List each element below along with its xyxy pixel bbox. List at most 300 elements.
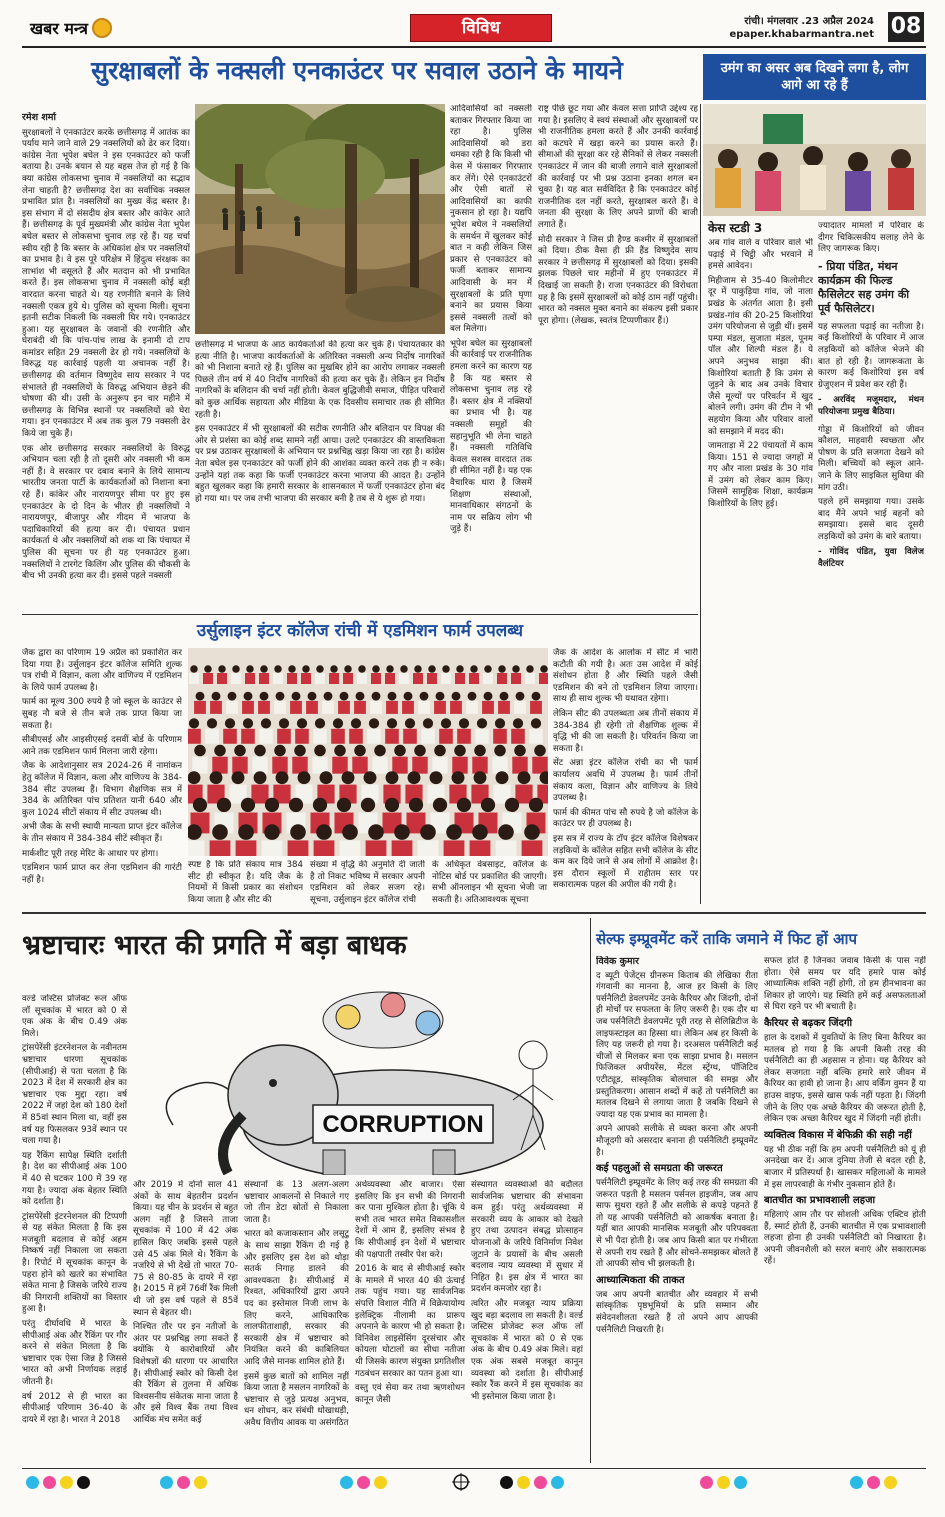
- student-figure: [314, 840, 335, 856]
- student-head: [372, 692, 381, 701]
- student-head: [228, 692, 237, 701]
- article4-paragraph: द ब्यूटी पेजेंट्स ग्रीनरूम किताब की लेखिका रीता गंगवानी का मानना है, आज हर किसी के लिए पर्सनैलिटी डेवलपमेंट उनके कैरियर और जिंदगी, दोनों ही मोर्चों पर सफलता के लिए जरूरी है। एक दौर था जब पर्सनैलिटी डेवलपमेंट पूरी तरह से सेलिब्रिटीज के लाइफस्टाइल का हिस्सा था। लेकिन अब हर किसी के लिए यह जरूरी हो गया है। दरअसल पर्सनैलिटी कई चीजों से मिलकर बना एक साझा प्रभाव है। मसलन फिजिकल अपीयरेंस, मेंटल स्ट्रेंग्थ, पॉजिटिव एटीट्यूड, सांस्कृतिक बोलचाल की समझ और प्रस्तुतिकरण। आसान शब्दों में कहें तो पर्सनैलिटी का मतलब दिखने से लगाया जाता है जबकि दिखने से ज्यादा यह एक प्रभाव का मामला है।: [596, 970, 758, 1120]
- student-head: [193, 798, 207, 812]
- student-figure: [421, 729, 435, 744]
- student-figure: [515, 785, 532, 804]
- student-figure: [370, 701, 382, 714]
- student-figure: [217, 673, 227, 684]
- footer-rule: [22, 1468, 926, 1469]
- student-figure: [223, 729, 237, 744]
- article1-paragraph: इस एनकाउंटर में भी सुरक्षाबलों की सटीक रणनीति और बलिदान पर विपक्ष की ओर से प्रशंसा का कोई शब्द सामने नहीं आया। उलटे एनकाउंटर की वास्तविकता पर प्रश्न उठाकर सुरक्षाबलों के अभियान पर प्रश्नचिह्न खड़ा किया जा रहा है। कांग्रेस नेता बघेल इस एनकाउंटर को फर्जी होने की आशंका व्यक्त करने तक ही न रुके। उन्होंने यहां तक कहा कि फर्जी एनकाउंटर करना भाजपा की आदत है। उन्होंने बहुत खुलकर कहा कि हमारी सरकार के शासनकाल में फर्जी एनकाउंटर होना बंद हो गया था। पर जब तभी भाजपा की सरकार बनी है तब से ये शुरू हो गया।: [195, 424, 445, 504]
- student-figure: [441, 673, 451, 684]
- student-head: [400, 665, 408, 673]
- section-label: विविध: [410, 14, 552, 42]
- student-head: [238, 824, 254, 840]
- student-head: [534, 745, 546, 757]
- color-dot: [551, 1476, 564, 1489]
- article4-paragraph: महिलाएं आम तौर पर सोशली अधिक एक्टिव होती हैं, स्मार्ट होती हैं, उनकी बातचीत में एक प्रभावशाली लहजा होना ही उनकी पर्सनैलिटी को निखारता है। अपनी जीवनशैली को सरल बनाएं और सकारात्मक रहें।: [764, 1210, 926, 1267]
- student-head: [524, 824, 540, 840]
- article3-paragraph: ट्रांसपेरेंसी इंटरनेशनल की टिप्पणी से यह संकेत मिलता है कि इस मजबूती बदलाव से कोई अहम निष्कर्ष नहीं निकाला जा सकता है। रिपोर्ट में सूचकांक कानून के पहरा होने को खतरे का संभावित संकेत माना है जिसके जरिये राज्य की निगरानी शक्तियों का विस्तार हुआ है।: [22, 1211, 127, 1315]
- student-head: [356, 692, 365, 701]
- student-figure: [349, 729, 363, 744]
- article2-below3: के अधिकृत वेबसाइट, कॉलेज के नोटिस बोर्ड पर प्रकाशित की जाएगी। सभी ऑनलाइन भी सूचना भेजी जा सकती है। अतिआवश्यक सूचना: [432, 860, 547, 905]
- student-figure: [258, 701, 270, 714]
- article3-paragraph: ट्रांसपेरेंसी इंटरनेशनल के नवीनतम भ्रष्टाचार धारणा सूचकांक (सीपीआई) से पता चलता है कि 2023 में देश में सरकारी क्षेत्र का भ्रष्टाचार एक मुद्दा रहा। वर्ष 2022 में जहां देश को 180 देशों में 85वां स्थान मिला था, वहीं इस वर्ष यह फिसलकर 93वें स्थान पर चला गया है।: [22, 1043, 127, 1147]
- student-figure: [262, 840, 283, 856]
- student-figure: [386, 701, 398, 714]
- student-figure: [251, 785, 268, 804]
- student-head: [531, 718, 541, 728]
- sidebar-colB: [818, 221, 924, 903]
- student-figure: [402, 701, 414, 714]
- sidebar-headline-box: [703, 54, 926, 100]
- student-figure: [539, 673, 548, 684]
- forest-encounter-photo: [195, 104, 445, 334]
- student-figure: [245, 673, 255, 684]
- student-figure: [472, 757, 487, 774]
- student-head: [369, 718, 379, 728]
- student-head: [207, 718, 217, 728]
- article3-paragraph: 2016 के बाद से सीपीआई स्कोर के मामले में भारत 40 की ऊंचाई तक पहुंच गया। यह सार्वजनिक संपत्ति विशाल नीति में विक्रेयायोग्य इलेक्ट्रिक नीलामी का प्रारूप अपनाने के कारण भी हो सकता है। विनिवेश लाइसेंसिंग दूरसंचार और कोयला घोटालों का सीधा नतीजा थी जिसके कारण संयुक्त प्रगतिशील गठबंधन सरकार का पतन हुआ था।: [355, 1264, 465, 1379]
- student-head: [408, 771, 421, 784]
- article1-headline: सुरक्षाबलों के नक्सली एनकाउंटर पर सवाल उठाने के मायने: [91, 56, 623, 85]
- student-head: [368, 824, 384, 840]
- student-head: [361, 798, 375, 812]
- student-head: [358, 665, 366, 673]
- student-head: [188, 771, 200, 784]
- student-figure: [372, 757, 387, 774]
- student-head: [494, 745, 506, 757]
- article2-headline: उर्सुलाइन इंटर कॉलेज रांची में एडमिशन फार्म उपलब्ध: [196, 621, 524, 641]
- sidebar-paragraph: पहले हमें समझाया गया। उसके बाद मैंने अपने भाई बहनों को समझाया। इससे बाद दूसरी लड़कियों को उमंग के बारे बताया।: [818, 497, 924, 542]
- section-divider: [22, 614, 698, 615]
- student-head: [254, 771, 267, 784]
- student-head: [459, 718, 469, 728]
- student-figure: [371, 673, 381, 684]
- article3-paragraph: निश्चित तौर पर इन नतीजों के अंतर पर प्रश्नचिह्न लगा सकते हैं क्योंकि ये कारोबारियों और विशेषज्ञों की धारणा पर आधारित हैं। सीपीआई स्कोर को किसी देश की रैंकिंग से तुलना में अधिक विश्वसनीय संकेतक माना जाता है और इसे विश्व बैंक तथा विश्व आर्थिक मंच समेत कई: [133, 1322, 238, 1425]
- student-figure: [493, 729, 507, 744]
- student-figure: [295, 729, 309, 744]
- article1-paragraph: मोदी सरकार ने जिस प्री हैण्ड कश्मीर में सुरक्षाबलों को दिया। ठीक वैसा ही फ्री हैंड विष्णुदेव साय सरकार ने छत्तीसगढ़ में सुरक्षाबलों को दिया। इसकी झलक पिछले चार महीनों में हुए एनकाउंटर में दिखाई जा सकती है। राजा एनकाउंटर की विरोधता यह है कि इसमें सुरक्षाबलों को कोई ठाम नहीं पहुंची। भारत को नक्सल मुक्त बनाने का संकल्प इसी प्रकार पूरा होगा। (लेखक, स्वतंत्र टिप्पणीकार हैं।): [538, 234, 698, 326]
- student-figure: [259, 729, 273, 744]
- student-head: [500, 692, 509, 701]
- article3-paragraph: संस्थागत व्यवस्थाओं की बदौलत सार्वजनिक भ्रष्टाचार की संभावना कम हुई। परंतु अर्थव्यवस्था में सरकारी व्यय के आकार को देखते हुए तथा उत्पादन संबद्ध प्रोत्साहन योजनाओं के जरिये विनिर्माण निवेश जुटाने के प्रयासों के बीच असली बदलाव न्याय व्यवस्था में सुधार में निहित है। इस क्षेत्र में भारत का प्रदर्शन कमजोर रहा है।: [471, 1180, 583, 1295]
- student-figure: [483, 673, 493, 684]
- sidebar-quote-attribution: - गोविंद पंडित, युवा विलेज वैलंटियर: [818, 547, 924, 570]
- student-head: [472, 824, 488, 840]
- student-head: [484, 692, 493, 701]
- color-dot: [60, 1476, 73, 1489]
- student-figure: [444, 840, 465, 856]
- student-head: [513, 718, 523, 728]
- page-number: 08: [888, 12, 924, 42]
- student-head: [354, 745, 366, 757]
- student-figure: [492, 757, 507, 774]
- student-head: [246, 665, 254, 673]
- student-figure: [418, 701, 430, 714]
- color-dot: [374, 1476, 387, 1489]
- masthead: [22, 12, 926, 48]
- student-head: [351, 718, 361, 728]
- student-head: [244, 692, 253, 701]
- student-head: [420, 824, 436, 840]
- sidebar-paragraph: ज्यादातर मामलों में परिवार के दीगर चिकित्सकीय सलाह लेने के लिए जागरूक किए।: [818, 221, 924, 255]
- article4-paragraph: अपने आपको सलीके से व्यक्त करना और अपनी मौजूदगी को असरदार बनाना ही पर्सनैलिटी इम्प्रूवमेंट है।: [596, 1124, 758, 1158]
- article2-paragraph: लेकिन सीट की उपलब्धता अब तीनों संकाय में 384-384 ही रहेगी तो शैक्षणिक शुल्क में वृद्धि भी की जा सकती है। परिवर्तन किया जा सकता है।: [553, 708, 698, 754]
- student-head: [294, 745, 306, 757]
- logo-text: खबर मन्त्र: [30, 19, 88, 38]
- student-figure: [274, 701, 286, 714]
- student-figure: [427, 673, 437, 684]
- student-figure: [301, 673, 311, 684]
- student-figure: [367, 729, 381, 744]
- student-head: [470, 665, 478, 673]
- student-head: [210, 771, 223, 784]
- article4-subheading: कैरियर से बढ़कर जिंदगी: [764, 1017, 853, 1029]
- student-head: [441, 718, 451, 728]
- student-figure: [366, 840, 387, 856]
- student-head: [232, 665, 240, 673]
- student-figure: [273, 673, 283, 684]
- article3-col1: [22, 994, 127, 1460]
- student-head: [342, 771, 355, 784]
- corruption-elephant-illustration: [133, 975, 585, 1175]
- color-dot: [160, 1476, 173, 1489]
- student-head: [452, 692, 461, 701]
- student-head: [189, 718, 199, 728]
- article3-paragraph: यह रैंकिंग सापेक्ष स्थिति दर्शाती है। देश का सीपीआई अंक 100 में 40 से घटकर 100 में 39 रह गया है। ज्यादा अंक बेहतर स्थिति को दर्शाता है।: [22, 1150, 127, 1208]
- student-head: [442, 665, 450, 673]
- registration-marks-center-left: [160, 1476, 207, 1489]
- article4-subheading: व्यक्तित्व विकास में बेफिक्री की सही नहीं: [764, 1129, 912, 1141]
- student-figure: [194, 701, 206, 714]
- student-figure: [287, 673, 297, 684]
- student-figure: [259, 673, 269, 684]
- student-figure: [511, 729, 525, 744]
- student-head: [308, 692, 317, 701]
- sidebar-quote-attribution: - प्रिया पंडित, मंथन कार्यक्रम की फिल्ड फैसिलेटर सह उमंग की पूर्व फैसिलेटर।: [818, 259, 910, 315]
- article2-paragraph: एडमिशन फार्म प्राप्त कर लेना एडमिशन की गारंटी नहीं है।: [22, 863, 182, 885]
- sidebar-paragraph: यह सफलता पढ़ाई का नतीजा है। कई किशोरियों के परिवार में आज लड़कियों को कॉलेज भेजने की बात हो रही है। जागरूकता के कारण कई किशोरियां इस वर्ष ग्रेजुएशन में प्रवेश कर रही हैं।: [818, 321, 924, 390]
- student-head: [241, 798, 255, 812]
- student-head: [232, 771, 245, 784]
- sidebar-photo: [703, 104, 926, 216]
- color-dot: [26, 1476, 39, 1489]
- color-dot: [717, 1476, 730, 1489]
- student-head: [409, 798, 423, 812]
- student-head: [405, 718, 415, 728]
- article2-paragraph: सीबीएसई और आइसीएसई दसवीं बोर्ड के परिणाम आने तक एडमिशन फार्म मिलना जारी रहेगा।: [22, 735, 182, 757]
- student-head: [372, 665, 380, 673]
- corruption-cartoon: [133, 975, 585, 1175]
- article3-headline: भ्रष्टाचारः भारत की प्रगति में बड़ा बाधक: [22, 930, 407, 961]
- student-head: [196, 692, 205, 701]
- article1-byline: रमेश शर्मा: [22, 112, 56, 123]
- student-head: [474, 771, 487, 784]
- student-head: [225, 718, 235, 728]
- student-head: [264, 824, 280, 840]
- student-head: [505, 798, 519, 812]
- student-head: [481, 798, 495, 812]
- student-head: [540, 665, 548, 673]
- student-head: [364, 771, 377, 784]
- student-figure: [277, 729, 291, 744]
- color-dot: [867, 1476, 880, 1489]
- student-head: [342, 824, 358, 840]
- students-hall-image: [188, 648, 548, 856]
- student-figure: [511, 673, 521, 684]
- website-link[interactable]: epaper.khabarmantra.net: [729, 29, 874, 40]
- article3-col2: [133, 1180, 238, 1460]
- logo-emblem-icon: [92, 18, 112, 38]
- color-dot: [734, 1476, 747, 1489]
- student-head: [385, 798, 399, 812]
- article1-paragraph: राष्ट्र पीछे छूट गया और केवल सत्ता प्राप्ति उद्देश्य रह गया है। इसलिए वे स्वयं संस्थाओं और सुरक्षाबलों पर भी राजनीतिक हमला करते हैं और उनकी कार्रवाई को कटघरे में खड़ा करने का प्रयास करते हैं। सीमाओं की सुरक्षा कर रहे सैनिकों से लेकर नक्सली एनकाउंटर में जान की बाजी लगाने वाले सुरक्षाबलों की कार्रवाई पर भी प्रश्न उठाना इनका शगल बन चुका है। यह बात सर्वविदित है कि एनकाउंटर कोई राजनीतिक दल नहीं करते, सुरक्षाबल करते हैं। वे जनता की सुरक्षा के लिए अपने प्राणों की बाजी लगाते हैं।: [538, 104, 698, 230]
- student-head: [457, 798, 471, 812]
- student-figure: [439, 729, 453, 744]
- student-figure: [313, 729, 327, 744]
- student-figure: [203, 673, 213, 684]
- student-head: [512, 665, 520, 673]
- student-figure: [272, 757, 287, 774]
- student-head: [274, 745, 286, 757]
- student-figure: [450, 701, 462, 714]
- student-head: [290, 824, 306, 840]
- student-figure: [331, 729, 345, 744]
- student-head: [496, 771, 509, 784]
- student-figure: [288, 840, 309, 856]
- student-head: [388, 692, 397, 701]
- student-head: [514, 745, 526, 757]
- registration-marks-left: [26, 1476, 90, 1489]
- student-head: [320, 771, 333, 784]
- student-figure: [352, 757, 367, 774]
- section-divider: [22, 912, 926, 914]
- article4-col1: [596, 956, 758, 1460]
- student-figure: [242, 701, 254, 714]
- student-head: [452, 771, 465, 784]
- student-figure: [226, 701, 238, 714]
- color-dot: [517, 1476, 530, 1489]
- student-head: [204, 665, 212, 673]
- student-figure: [412, 757, 427, 774]
- cartoon-label: CORRUPTION: [322, 1111, 484, 1138]
- student-figure: [210, 840, 231, 856]
- article3-paragraph: त्वरित और मजबूत न्याय प्रक्रिया खुद बड़ा बदलाव ला सकती है। वर्ल्ड जस्टिस प्रोजेक्ट रूल ऑफ लॉ सूचकांक में भारत को 0 से एक अंक के बीच 0.49 अंक मिले। वहां एक अंक सबसे मजबूत कानून व्यवस्था को दर्शाता है। सीपीआई स्कोर रैंक करने में इस सूचकांक का भी इस्तेमाल किया जाता है।: [471, 1298, 583, 1402]
- article3-col4: [355, 1180, 465, 1460]
- student-head: [516, 692, 525, 701]
- article2-paragraph: फार्म का मूल्य 300 रुपये है जो स्कूल के काउंटर से सुबह नौ बजे से तीन बजे तक प्राप्त किया जा सकता है।: [22, 697, 182, 731]
- case-study-label: केस स्टडी 3: [708, 221, 763, 235]
- student-head: [217, 798, 231, 812]
- student-head: [428, 665, 436, 673]
- student-head: [477, 718, 487, 728]
- student-figure: [312, 757, 327, 774]
- student-figure: [482, 701, 494, 714]
- student-figure: [354, 701, 366, 714]
- color-dot: [194, 1476, 207, 1489]
- student-head: [436, 692, 445, 701]
- student-figure: [413, 673, 423, 684]
- student-head: [254, 745, 266, 757]
- article2-paragraph: इस सत्र में राज्य के टॉप इंटर कॉलेज विशेषकर लड़कियों के कॉलेज सहित सभी कॉलेज के सीट कम कर दिये जाने से अब लोगों में आक्रोश है। इस दौरान स्कूलों में राहीतम स्तर पर सकारात्मक पहल की अपील की गयी है।: [553, 833, 698, 891]
- student-head: [234, 745, 246, 757]
- student-head: [190, 665, 198, 673]
- student-head: [430, 771, 443, 784]
- student-figure: [466, 701, 478, 714]
- article3-col3: [244, 1180, 349, 1460]
- student-figure: [418, 840, 439, 856]
- student-figure: [455, 673, 465, 684]
- registration-marks-right: [700, 1476, 747, 1489]
- student-head: [212, 692, 221, 701]
- student-head: [316, 665, 324, 673]
- article2-col2: [553, 648, 698, 904]
- student-head: [302, 665, 310, 673]
- student-head: [298, 771, 311, 784]
- article2-paragraph: जैक के आदेशानुसार सत्र 2024-26 में नामांकन हेतु कॉलेज में विज्ञान, कला और वाणिज्य के 384-384 सीट उपलब्ध हैं। विभाग शैक्षणिक सत्र में 384 के अतिरिक्त पांच प्रतिशत यानी 640 और कुल 1024 सीटों संकाय में सीट उपलब्ध थी।: [22, 761, 182, 818]
- student-head: [454, 745, 466, 757]
- student-figure: [525, 673, 535, 684]
- color-dot: [700, 1476, 713, 1489]
- student-figure: [457, 729, 471, 744]
- student-head: [279, 718, 289, 728]
- article3-paragraph: परंतु दीर्घावधि में भारत के सीपीआई अंक और रैंकिंग पर गौर करने से संकेत मिलता है कि भ्रष्टाचार एक ऐसा जिन्न है जिससे भारत को अभी निर्णायक लड़ाई जीतनी है।: [22, 1319, 127, 1387]
- student-head: [526, 665, 534, 673]
- student-head: [292, 692, 301, 701]
- student-head: [276, 692, 285, 701]
- student-head: [265, 798, 279, 812]
- student-figure: [322, 701, 334, 714]
- color-dot: [357, 1476, 370, 1489]
- article4-headline: सेल्फ इम्प्रूवमेंट करें ताकि जमाने में फिट हों आप: [596, 930, 857, 948]
- student-head: [337, 798, 351, 812]
- student-head: [532, 692, 541, 701]
- student-head: [495, 718, 505, 728]
- article4-paragraph: जब आप अपनी बातचीत और व्यवहार में सभी सांस्कृतिक पृष्ठभूमियों के प्रति सम्मान और संवेदनशीलता रखते हैं तो अपने आप आपकी पर्सनैलिटी निखरती है।: [596, 1289, 758, 1335]
- student-figure: [385, 673, 395, 684]
- student-head: [276, 771, 289, 784]
- article1-col1: [22, 112, 190, 610]
- crosshair-icon: [452, 1473, 470, 1491]
- student-head: [468, 692, 477, 701]
- dateline: रांची। मंगलवार .23 अप्रैल 2024: [744, 16, 874, 27]
- color-dot: [43, 1476, 56, 1489]
- article2-paragraph: फार्म की कीमत पांच सौ रुपये है जो कॉलेज के काउंटर पर ही उपलब्ध है।: [553, 807, 698, 830]
- student-figure: [241, 729, 255, 744]
- student-head: [498, 824, 514, 840]
- student-figure: [236, 840, 257, 856]
- student-head: [334, 745, 346, 757]
- student-figure: [332, 757, 347, 774]
- article3-paragraph: और 2019 में दोनों साल 41 अंकों के साथ बेहतरीन प्रदर्शन किया। यह चीन के प्रदर्शन से बहुत अलग नहीं है जिसने ताजा सूचकांक में 100 में 42 अंक हासिल किए जबकि इससे पहले उसे 45 अंक मिले थे। रैंकिंग के नजरिये से भी देखें तो भारत 70-75 से 80-85 के दायरे में रहा है। 2015 में हमें 76वीं रैंक मिली थी जो इस वर्ष पहले से 85वें स्थान से बेहतर थी।: [133, 1180, 238, 1318]
- student-figure: [392, 757, 407, 774]
- column-divider: [700, 104, 701, 904]
- article1-col4: [538, 104, 698, 610]
- student-figure: [512, 757, 527, 774]
- color-dot: [500, 1476, 513, 1489]
- article1-col2: [195, 340, 445, 610]
- student-figure: [252, 757, 267, 774]
- student-figure: [452, 757, 467, 774]
- student-figure: [231, 673, 241, 684]
- article2-below1: स्पष्ट है कि प्रति संकाय मात्र 384 सीट ही स्वीकृत है। यदि जैक के नियमों में किसी प्रकार का संशोधन किया जाता है और सीट की: [188, 860, 303, 905]
- article4-subheading: बातचीत का प्रभावशाली लहजा: [764, 1195, 876, 1207]
- article3-paragraph: वर्ष 2012 से ही भारत का सीपीआई परिणाम 36-40 के दायरे में रहा है। भारत ने 2018: [22, 1391, 127, 1425]
- sidebar-paragraph: अब गांव वाले व परिवार वाले भी पढ़ाई में चिट्ठी और भरवाने में हमसे आवेदन।: [708, 238, 813, 272]
- student-head: [274, 665, 282, 673]
- student-figure: [496, 840, 517, 856]
- article4-col2: [764, 956, 926, 1460]
- student-head: [333, 718, 343, 728]
- student-figure: [392, 840, 413, 856]
- student-figure: [188, 729, 201, 744]
- student-head: [386, 771, 399, 784]
- student-head: [518, 771, 531, 784]
- student-figure: [232, 757, 247, 774]
- article1-paragraph: आदिवासियों को नक्सली बताकर गिरफ्तार किया जा रहा है। पुलिस आदिवासियों को डरा धमका रही है कि किसी भी केस में फंसाकर गिरफ्तार कर लेंगे। ऐसे एनकाउंटरों और ऐसी बातों से आदिवासियों का काफी नुकसान हो रहा है। यद्यपि भूपेश बघेल ने नक्सलियों के समर्थन में खुलकर कोई बात न कही लेकिन जिस प्रकार से एनकाउंटर को फर्जी बताकर सामान्य आदिवासी के मन में सुरक्षाबलों के प्रति घृणा बनाने का प्रयास किया इससे नक्सली तत्वों को बल मिलेगा।: [450, 104, 532, 335]
- student-head: [212, 824, 228, 840]
- student-head: [423, 718, 433, 728]
- sidebar-paragraph: जामताड़ा में 22 पंचायतों में काम किया। 151 से ज्यादा जगहों में गए और नाला प्रखंड के 30 गांव में उमंग को लेकर काम किए। जिसमें सामूहिक शिक्षा, कार्यक्रम किशोरियों के लिए हुई।: [708, 441, 813, 510]
- article2-paragraph: जैक द्वारा का परिणाम 19 अप्रैल को प्रकाशित कर दिया गया है। उर्सुलाइन इंटर कॉलेज समिति शुल्क पत्र रांची में विज्ञान, कला और वाणिज्य में एडमिशन के लिये फार्म उपलब्ध है।: [22, 648, 182, 693]
- color-dot: [77, 1476, 90, 1489]
- student-head: [316, 824, 332, 840]
- student-head: [313, 798, 327, 812]
- color-dot: [534, 1476, 547, 1489]
- article4-subheading: कई पहलुओं से समग्रता की जरूरत: [596, 1163, 723, 1175]
- student-head: [414, 745, 426, 757]
- student-head: [456, 665, 464, 673]
- student-head: [434, 745, 446, 757]
- column-divider: [590, 918, 591, 1463]
- article4-paragraph: सफल होते हैं जिनका जवाब किसी के पास नहीं होता। ऐसे समय पर यदि हमारे पास कोई आध्यात्मिक शक्ति नहीं होगी, तो हम हीनभावना का शिकार हो जाएंगे। यह स्थिति हमें कई असफलताओं से घिरा रहने पर भी बचाती है।: [764, 956, 926, 1013]
- student-figure: [403, 729, 417, 744]
- student-figure: [188, 840, 204, 856]
- student-figure: [189, 673, 199, 684]
- color-dot: [850, 1476, 863, 1489]
- student-figure: [497, 673, 507, 684]
- student-figure: [290, 701, 302, 714]
- article1-paragraph: भूपेश बघेल का सुरक्षाबलों की कार्रवाई पर राजनीतिक हमला करने का कारण यह है कि यह बस्तर से लोकसभा चुनाव लड़ रहे हैं। बस्तर क्षेत्र में नक्सियों का प्रभाव भी है। यह नक्सली समूहों की सहानुभूति भी लेना चाहते हैं। नक्सली गतिविधि केवल सशस्त्र वारदात तक ही सीमित नहीं है। यह एक वैचारिक धारा है जिसमें शिक्षण संस्थाओं, मानवाधिकार संगठनों के नाम पर सक्रिय लोग भी जुड़े हैं।: [450, 338, 532, 535]
- student-head: [529, 798, 543, 812]
- sidebar-colA: [708, 238, 813, 903]
- article3-paragraph: अर्थव्यवस्था और बाजार। ऐसा इसलिए कि इन सभी की निगरानी कर पाना मुश्किल होता है। चूंकि ये सभी तत्व भारत समेत विकासशील देशों में आम हैं, इसलिए संभव है कि सीपीआई इन देशों में भ्रष्टाचार की पक्षपाती तस्वीर पेश करे।: [355, 1180, 465, 1260]
- article3-paragraph: भारत को कजाकस्तान और लसूटू के साथ साझा रैंकिंग दी गई है और इसलिए इस देश को थोड़ा सतर्क निगाह डालने की आवश्यकता है। सीपीआई में रिश्वत, अधिकारियों द्वारा अपने पद का इस्तेमाल निजी लाभ के लिए करने, आधिकारिक लालफीताशाही, सरकार की सरकारी क्षेत्र में भ्रष्टाचार को नियंत्रित करने की काबिलियत आदि जैसे मानक शामिल होते हैं।: [244, 1229, 349, 1367]
- student-figure: [530, 701, 542, 714]
- student-head: [394, 824, 410, 840]
- student-head: [314, 745, 326, 757]
- article1-paragraph: छत्तीसगढ़ में भाजपा के आठ कार्यकर्ताओं की हत्या कर चुके हैं। पंचायतकार की हत्या नीति है। भाजपा कार्यकर्ताओं के अतिरिक्त नक्सली अन्य निर्दोष नागरिकों को भी निशाना बनाते रहे हैं। पुलिस का मुखबिर होने का आरोप लगाकर नक्सली पिछले तीन वर्ष में 40 निर्दोष नागरिकों की हत्या कर चुके हैं। लेकिन इन निर्दोष नागरिकों के बलिदान की चर्चा नहीं होती। केवल बुद्धिजीवी समाज, पीड़ित परिवारों को कुछ आर्थिक सहायता और मीडिया के एक दिवसीय समाचार तक ही सीमित रहती है।: [195, 340, 445, 420]
- student-head: [474, 745, 486, 757]
- student-head: [446, 824, 462, 840]
- student-head: [260, 665, 268, 673]
- registration-marks-center: [340, 1476, 387, 1489]
- student-figure: [475, 729, 489, 744]
- student-figure: [343, 673, 353, 684]
- sidebar-paragraph: गोड्डा में किशोरियों को जीवन कौशल, माहवारी स्वच्छता और पोषण के प्रति सजगता देखने को मिली। बच्चियों को स्कूल आने-जाने के लिए साइकिल सुविधा की मांग उठी।: [818, 424, 924, 493]
- article3-paragraph: वर्ल्ड जस्टिस प्रोजेक्ट रूल ऑफ लॉ सूचकांक में भारत को 0 से एक अंक के बीच 0.49 अंक मिले।: [22, 994, 127, 1039]
- student-figure: [340, 840, 361, 856]
- article3-paragraph: वस्तु एवं सेवा कर तथा ऋणशोधन कानून जैसी: [355, 1383, 465, 1405]
- registration-marks-center-right: [500, 1476, 564, 1489]
- student-figure: [212, 757, 227, 774]
- article4-paragraph: हाल के दशकों में युवतियों के लिए बिना कैरियर का मतलब हो गया है कि अपनी किसी तरह की पर्सनैलिटी का ही अहसास न होना। यह कैरियर को लेकर सजगता नहीं बल्कि हमारे सारे जीवन में कैरियर का हावी हो जाना है। आप वर्किंग वुमन हैं या हाउस वाइफ, इससे खास फर्क नहीं पड़ता है। जिंदगी जीने के लिए एक अच्छे कैरियर की जरूरत होती है, लेकिन एक अच्छा कैरियर खुद में जिंदगी नहीं होती।: [764, 1032, 926, 1125]
- sidebar-paragraph: मिहीजाम से 35-40 किलोमीटर दूर में पाकुड़िया गांव, जो नाला प्रखंड के अंतर्गत आता है। इसी प्रखंड-गांव की 20-25 किशोरियां उमंग परियोजना से जुड़ी थीं। इसमें पम्पा मंडल, सुजाता मंडल, पूनम पॉल और शिल्पी मंडल हैं। ये अपने अनुभव साझा की। किशोरियां बताती हैं कि उमंग से जुड़ने के बाद अब उनके विचार जैसे मूल्यों पर परिवर्तन में खुद बोलने लगी। उमंग की टीम ने भी सहयोग किया और परिवार वालों को समझाने में मदद की।: [708, 275, 813, 437]
- student-head: [194, 745, 206, 757]
- newspaper-logo: [30, 16, 112, 40]
- student-head: [386, 665, 394, 673]
